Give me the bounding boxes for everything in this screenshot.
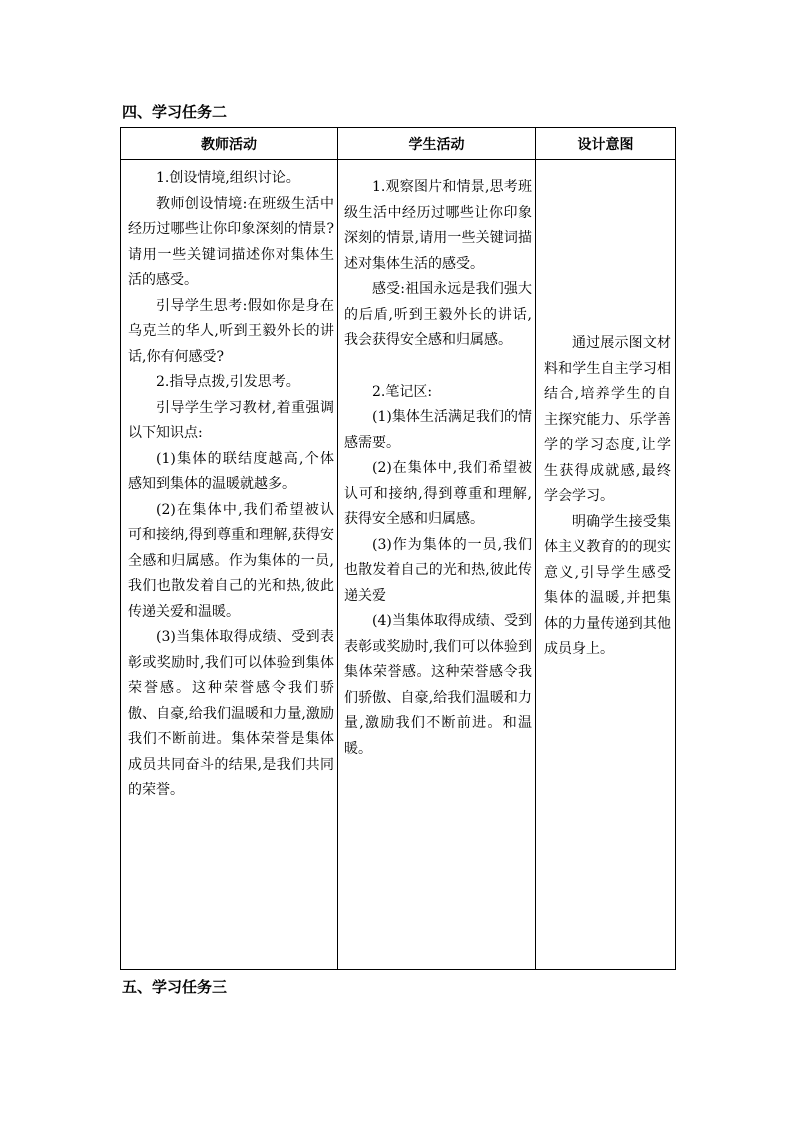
header-student-activity: 学生活动 <box>338 128 536 160</box>
teacher-paragraph: (3)当集体取得成绩、受到表彰或奖励时,我们可以体验到集体荣誉感。这种荣誉感令我们骄傲、自豪,给我们温暖和力量,激励我们不断前进。集体荣誉是集体成员共同奋斗的结果,是我们共同的荣誉。 <box>128 629 334 798</box>
teacher-paragraph: (1)集体的联结度越高,个体感知到集体的温暖就越多。 <box>128 450 334 492</box>
student-paragraph: (4)当集体取得成绩、受到表彰或奖励时,我们可以体验到集体荣誉感。这种荣誉感令我们骄傲、自豪,给我们温暖和力量,激励我们不断前进。和温暖。 <box>344 613 532 757</box>
header-teacher-activity: 教师活动 <box>121 128 338 160</box>
design-paragraph: 通过展示图文材料和学生自主学习相结合,培养学生的自主探究能力、乐学善学的学习态度,让学生获得成就感,最终学会学习。 <box>544 335 671 504</box>
table-body-row <box>121 160 676 970</box>
teacher-paragraph: 引导学生思考:假如你是身在乌克兰的华人,听到王毅外长的讲话,你有何感受? <box>128 297 334 365</box>
activity-table <box>120 127 676 970</box>
teacher-paragraph: 教师创设情境:在班级生活中经历过哪些让你印象深刻的情景?请用一些关键词描述你对集体生活的感受。 <box>128 195 334 288</box>
teacher-paragraph: (2)在集体中,我们希望被认可和接纳,得到尊重和理解,获得安全感和归属感。作为集体的一员,我们也散发着自己的光和热,彼此传递关爱和温暖。 <box>128 501 334 620</box>
student-paragraph: 2.笔记区: <box>372 383 433 400</box>
teacher-paragraph: 1.创设情境,组织讨论。 <box>156 170 300 186</box>
student-activity-cell <box>338 160 536 970</box>
student-paragraph: 感受:祖国永远是我们强大的后盾,听到王毅外长的讲话,我会获得安全感和归属感。 <box>344 281 532 348</box>
teacher-activity-cell <box>121 160 338 970</box>
section-heading-task-three: 五、学习任务三 <box>122 978 228 996</box>
table-header-row <box>121 128 676 160</box>
header-design-intent: 设计意图 <box>536 128 676 160</box>
design-intent-cell <box>536 160 676 970</box>
spacer <box>344 354 532 380</box>
student-paragraph: (3)作为集体的一员,我们也散发着自己的光和热,彼此传递关爱 <box>344 536 532 604</box>
student-paragraph: (1)集体生活满足我们的情感需要。 <box>344 409 532 451</box>
student-paragraph: (2)在集体中,我们希望被认可和接纳,得到尊重和理解,获得安全感和归属感。 <box>344 460 532 527</box>
section-heading-task-two: 四、学习任务二 <box>122 103 228 121</box>
teacher-paragraph: 引导学生学习教材,着重强调以下知识点: <box>128 399 334 441</box>
teacher-paragraph: 2.指导点拨,引发思考。 <box>156 374 300 390</box>
student-paragraph: 1.观察图片和情景,思考班级生活中经历过哪些让你印象深刻的情景,请用一些关键词描述对集体生活的感受。 <box>344 179 532 272</box>
design-paragraph: 明确学生接受集体主义教育的的现实意义,引导学生感受集体的温暖,并把集体的力量传递到其他成员身上。 <box>544 513 671 657</box>
